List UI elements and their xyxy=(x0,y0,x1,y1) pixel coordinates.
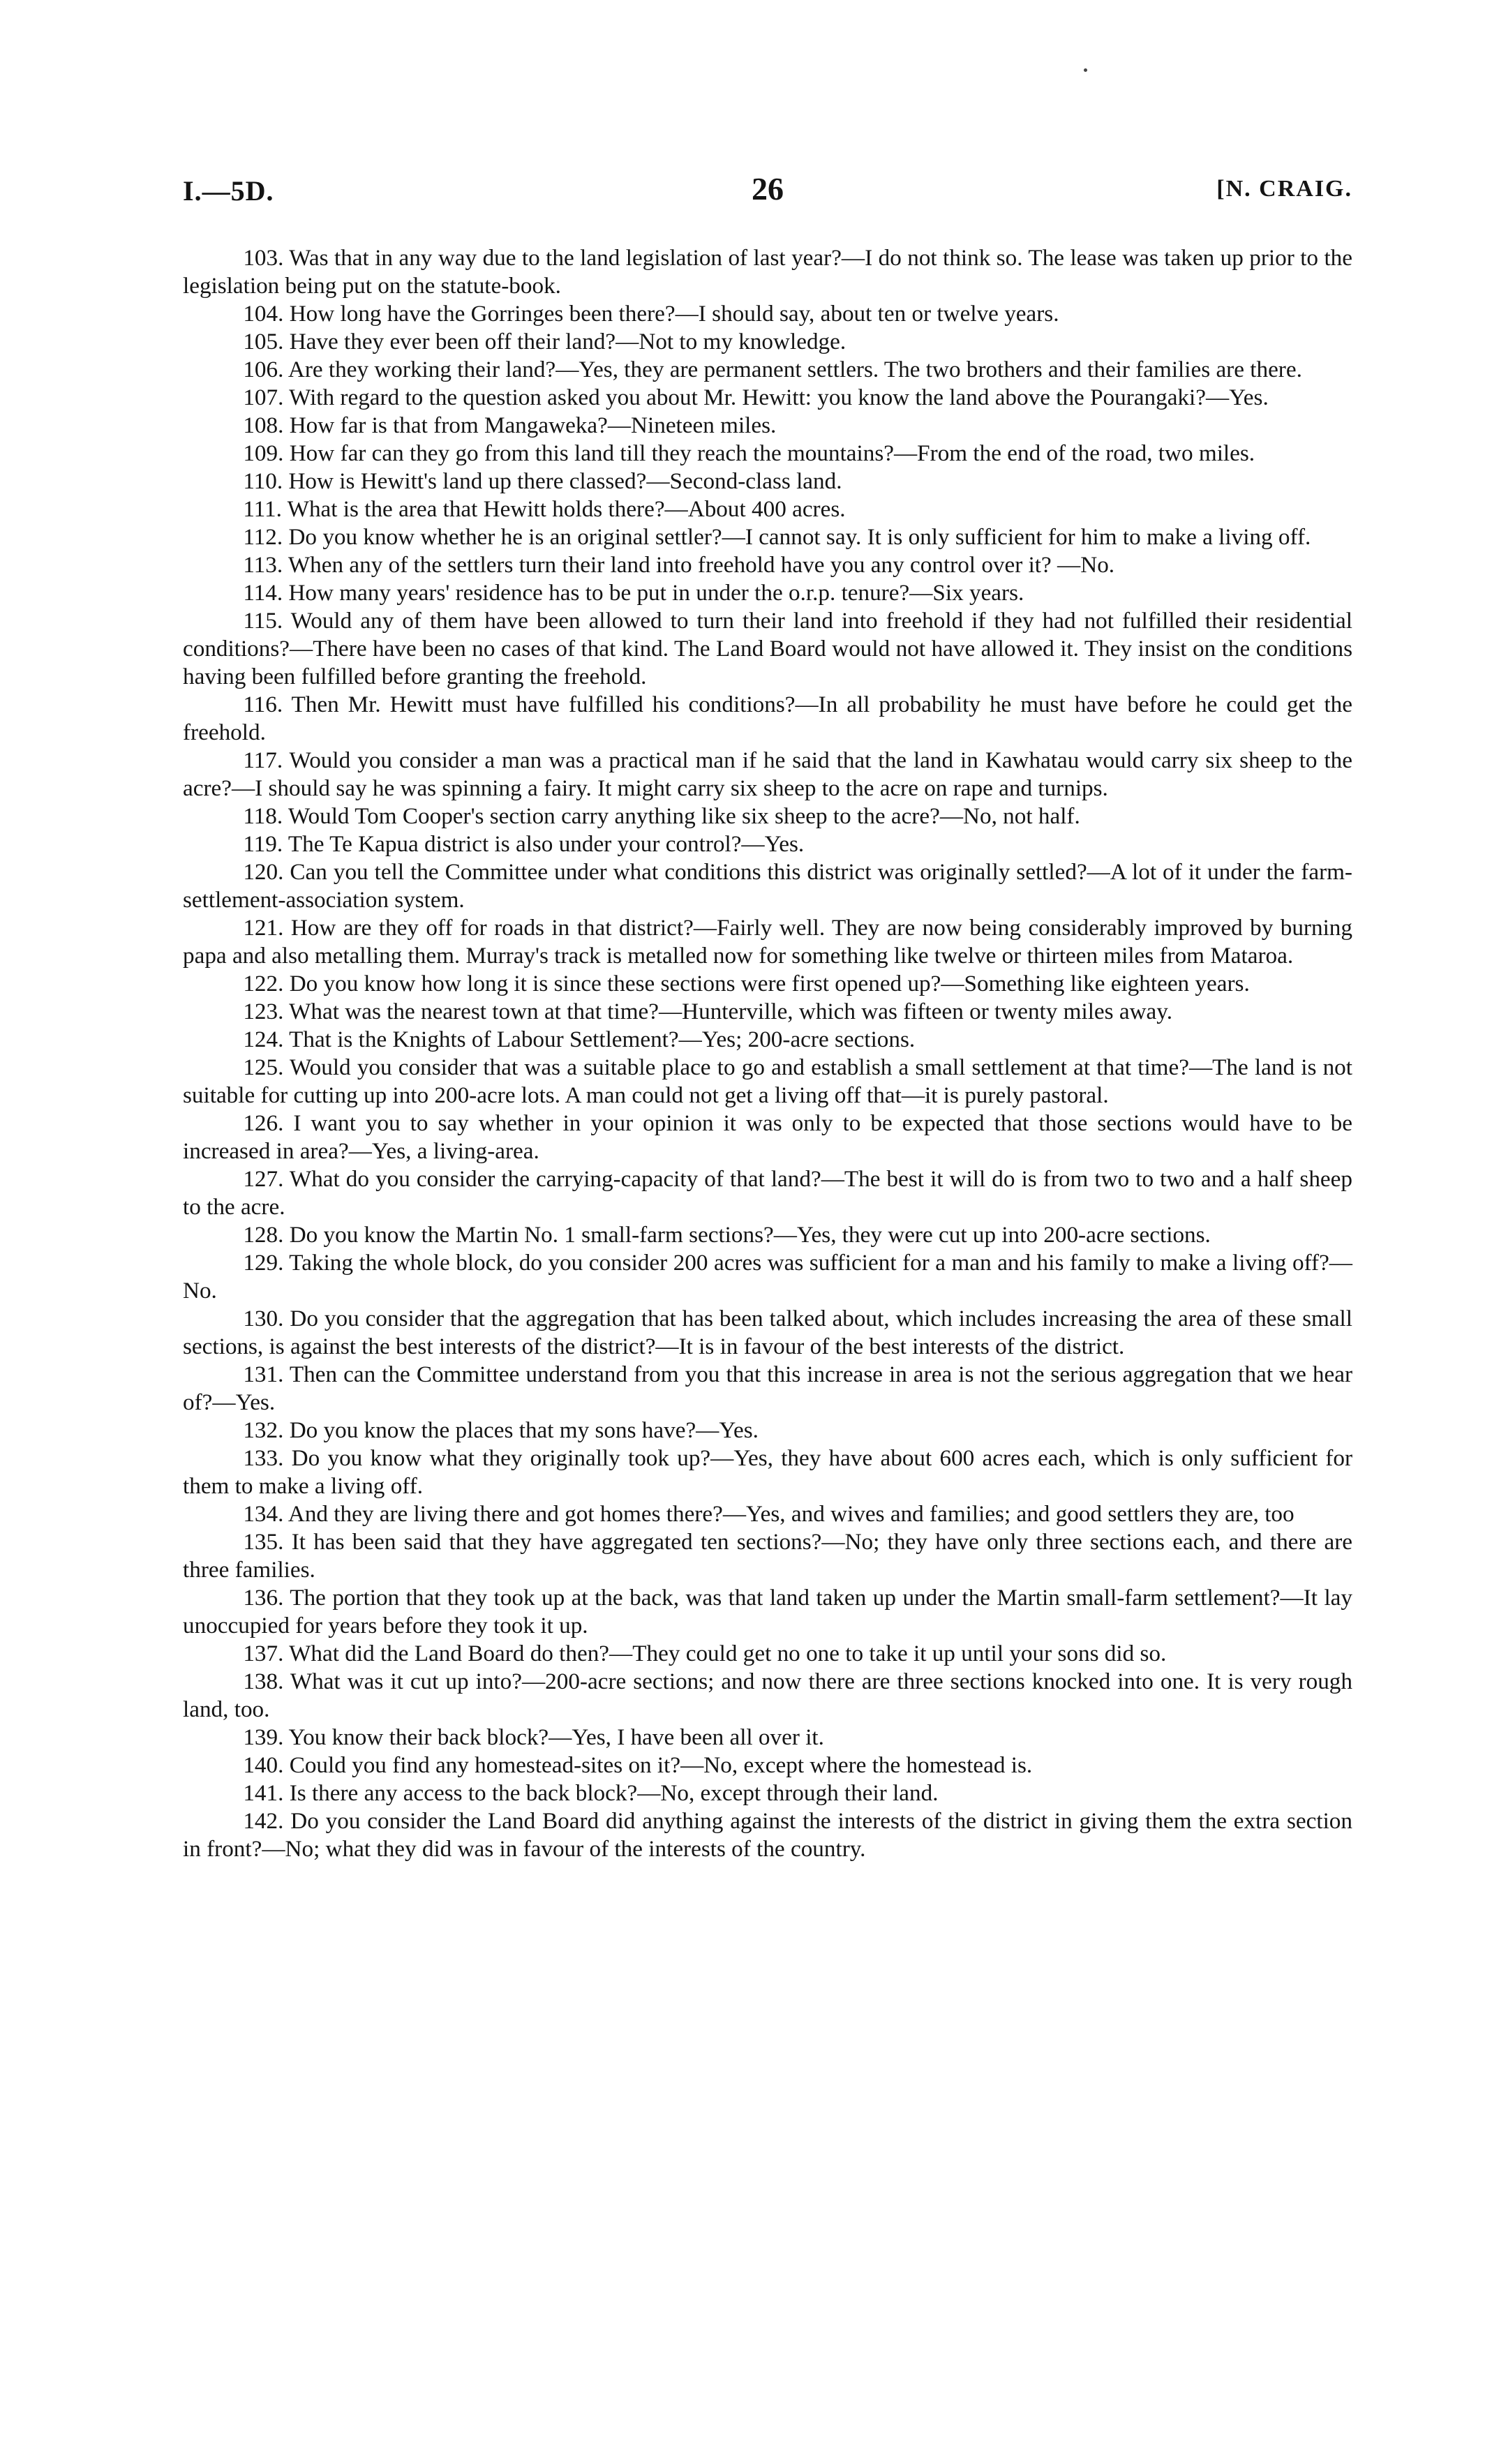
question-answer: 131. Then can the Committee understand from you that this increase in area is not the serious aggregation that we hear of?—Yes. xyxy=(183,1361,1352,1415)
question-answer: 136. The portion that they took up at the back, was that land taken up under the Martin small-farm settlement?—It lay unoccupied for years before they took it up. xyxy=(183,1585,1352,1638)
question-answer: 103. Was that in any way due to the land legislation of last year?—I do not think so. The lease was taken up prior to the legislation being put on the statute-book. xyxy=(183,245,1352,299)
question-answer: 117. Would you consider a man was a practical man if he said that the land in Kawhatau would carry six sheep to the acre?—I should say he was spinning a fairy. It might carry six sheep to the acre on rape and turnips. xyxy=(183,747,1352,801)
question-answer: 142. Do you consider the Land Board did anything against the interests of the district in giving them the extra section in front?—No; what they did was in favour of the interests of the country. xyxy=(183,1808,1352,1862)
question-answer: 127. What do you consider the carrying-capacity of that land?—The best it will do is from two to two and a half sheep to the acre. xyxy=(183,1166,1352,1220)
question-answer: 114. How many years' residence has to be put in under the o.r.p. tenure?—Six years. xyxy=(243,580,1024,606)
page-header xyxy=(183,170,1352,212)
question-answer: 128. Do you know the Martin No. 1 small-farm sections?—Yes, they were cut up into 200-acre sections. xyxy=(243,1222,1211,1248)
question-answer: 126. I want you to say whether in your opinion it was only to be expected that those sections would have to be increased in area?—Yes, a living-area. xyxy=(183,1110,1352,1164)
question-answer: 109. How far can they go from this land till they reach the mountains?—From the end of the road, two miles. xyxy=(243,440,1255,466)
question-answer: 106. Are they working their land?—Yes, they are permanent settlers. The two brothers and their families are there. xyxy=(243,357,1302,382)
question-answer: 130. Do you consider that the aggregation that has been talked about, which includes increasing the area of these small sections, is against the best interests of the district?—It is in favour of the best interests of the district. xyxy=(183,1306,1352,1359)
question-answer: 133. Do you know what they originally took up?—Yes, they have about 600 acres each, which is only sufficient for them to make a living off. xyxy=(183,1445,1352,1499)
question-answer: 107. With regard to the question asked you about Mr. Hewitt: you know the land above the Pourangaki?—Yes. xyxy=(243,384,1269,410)
question-answer: 113. When any of the settlers turn their land into freehold have you any control over it? —No. xyxy=(243,552,1115,578)
question-answer: 105. Have they ever been off their land?—Not to my knowledge. xyxy=(243,329,846,354)
document-reference: I.—5D. xyxy=(183,175,274,207)
testimony-body xyxy=(183,244,1352,1863)
question-answer: 121. How are they off for roads in that district?—Fairly well. They are now being considerably improved by burning papa and also metalling them. Murray's track is metalled now for something like twelve or thirteen miles from Mataroa. xyxy=(183,915,1352,969)
question-answer: 111. What is the area that Hewitt holds there?—About 400 acres. xyxy=(243,496,846,522)
question-answer: 129. Taking the whole block, do you consider 200 acres was sufficient for a man and his family to make a living off?—No. xyxy=(183,1250,1352,1304)
question-answer: 123. What was the nearest town at that time?—Hunterville, which was fifteen or twenty miles away. xyxy=(243,999,1173,1024)
question-answer: 135. It has been said that they have aggregated ten sections?—No; they have only three sections each, and there are three families. xyxy=(183,1529,1352,1583)
question-answer: 139. You know their back block?—Yes, I have been all over it. xyxy=(243,1724,824,1750)
page-number: 26 xyxy=(752,171,784,207)
question-answer: 141. Is there any access to the back block?—No, except through their land. xyxy=(243,1780,939,1806)
question-answer: 118. Would Tom Cooper's section carry anything like six sheep to the acre?—No, not half. xyxy=(243,803,1080,829)
witness-name: [N. CRAIG. xyxy=(1216,176,1352,202)
question-answer: 122. Do you know how long it is since these sections were first opened up?—Something like eighteen years. xyxy=(243,971,1250,996)
question-answer: 120. Can you tell the Committee under what conditions this district was originally settled?—A lot of it under the farm-settlement-association system. xyxy=(183,859,1352,913)
question-answer: 137. What did the Land Board do then?—They could get no one to take it up until your sons did so. xyxy=(243,1641,1167,1666)
question-answer: 138. What was it cut up into?—200-acre sections; and now there are three sections knocked into one. It is very rough land, too. xyxy=(183,1668,1352,1722)
question-answer: 116. Then Mr. Hewitt must have fulfilled his conditions?—In all probability he must have before he could get the freehold. xyxy=(183,692,1352,745)
question-answer: 124. That is the Knights of Labour Settlement?—Yes; 200-acre sections. xyxy=(243,1026,916,1052)
question-answer: 125. Would you consider that was a suitable place to go and establish a small settlement at that time?—The land is not suitable for cutting up into 200-acre lots. A man could not get a living off that—it is purely pastoral. xyxy=(183,1054,1352,1108)
question-answer: 110. How is Hewitt's land up there classed?—Second-class land. xyxy=(243,468,842,494)
question-answer: 108. How far is that from Mangaweka?—Nineteen miles. xyxy=(243,412,777,438)
question-answer: 104. How long have the Gorringes been there?—I should say, about ten or twelve years. xyxy=(243,301,1059,327)
question-answer: 134. And they are living there and got homes there?—Yes, and wives and families; and good settlers they are, too xyxy=(243,1501,1295,1527)
question-answer: 140. Could you find any homestead-sites on it?—No, except where the homestead is. xyxy=(243,1752,1033,1778)
question-answer: 132. Do you know the places that my sons have?—Yes. xyxy=(243,1417,759,1443)
stray-mark xyxy=(1084,68,1087,72)
question-answer: 119. The Te Kapua district is also under your control?—Yes. xyxy=(243,831,805,857)
question-answer: 115. Would any of them have been allowed to turn their land into freehold if they had not fulfilled their residential conditions?—There have been no cases of that kind. The Land Board would not have allowed it. They insist on the conditions having been fulfilled before granting the freehold. xyxy=(183,608,1352,689)
question-answer: 112. Do you know whether he is an original settler?—I cannot say. It is only sufficient for him to make a living off. xyxy=(243,524,1311,550)
